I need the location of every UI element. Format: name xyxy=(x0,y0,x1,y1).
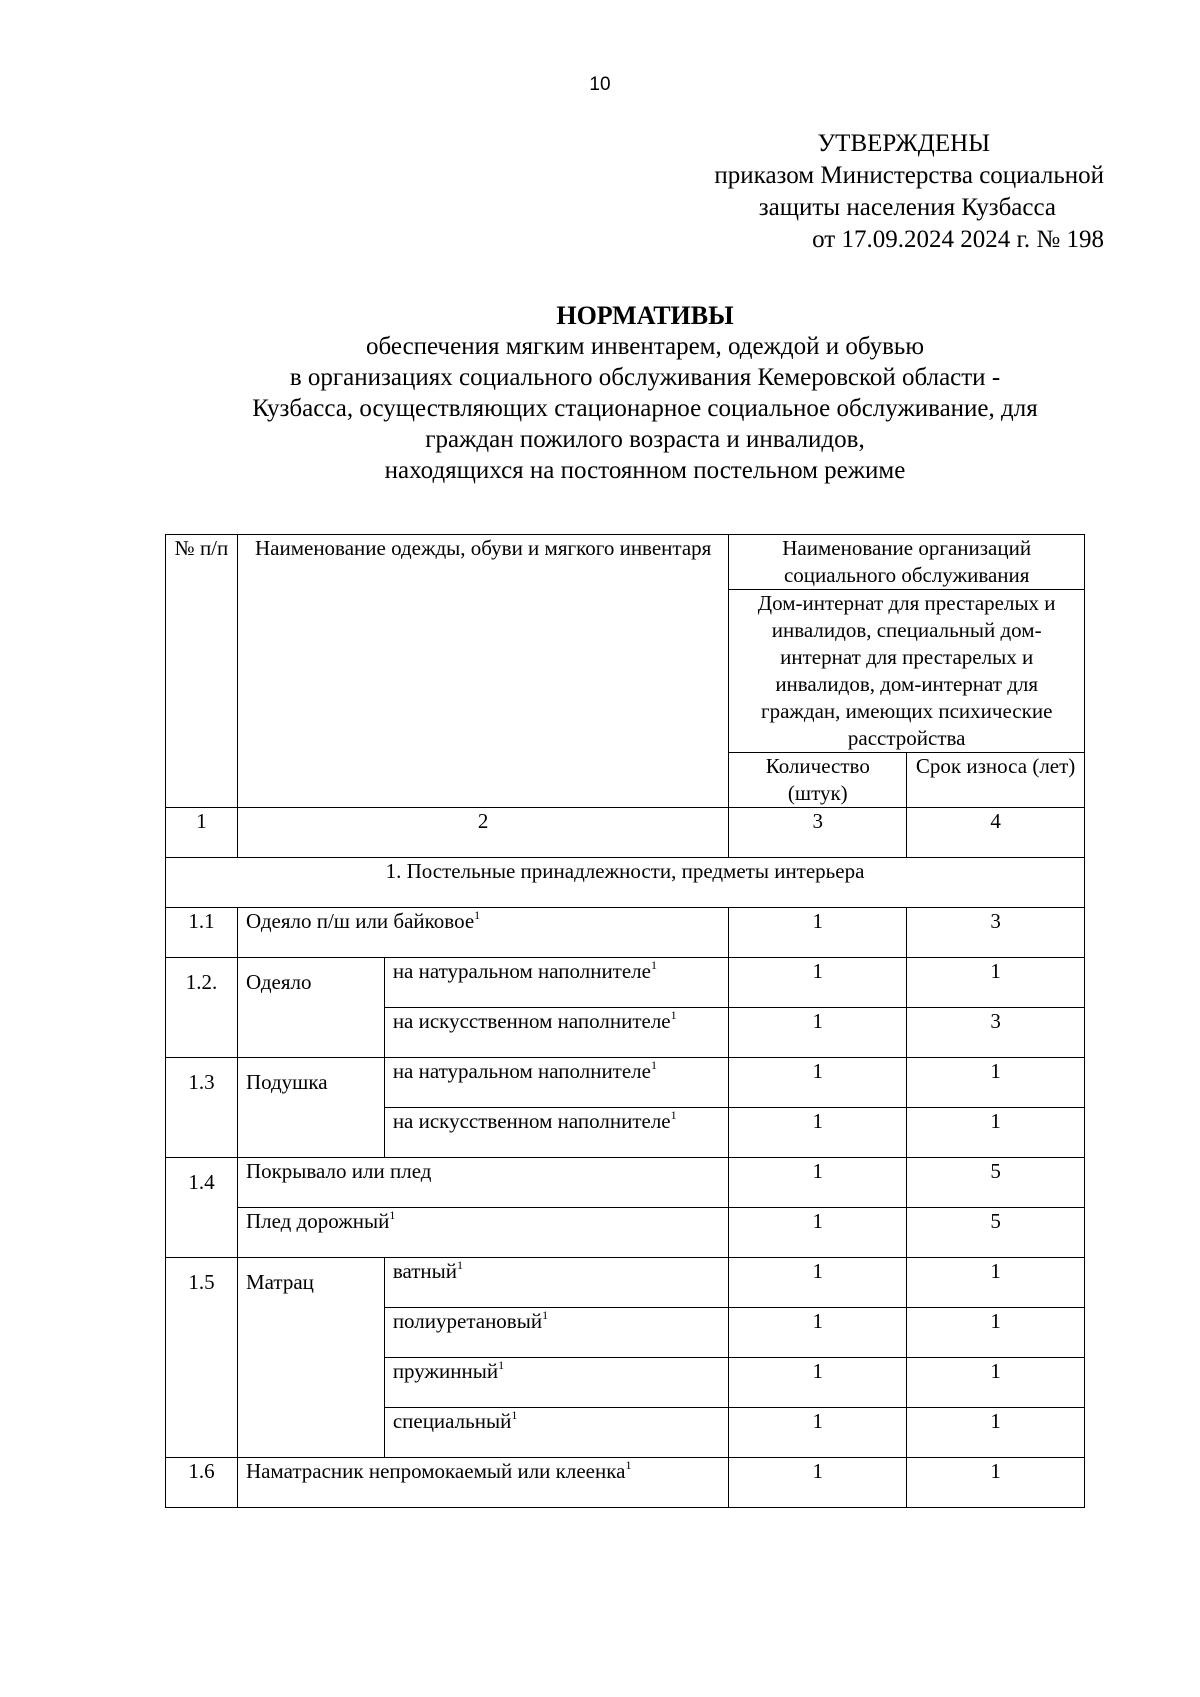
column-number: 1 xyxy=(166,808,238,858)
footnote-mark: 1 xyxy=(457,1258,463,1272)
qty-cell: 1 xyxy=(729,1308,907,1358)
term-cell: 3 xyxy=(907,1008,1085,1058)
footnote-mark: 1 xyxy=(650,1058,657,1072)
norms-table xyxy=(165,534,1085,1508)
item-name: Матрац xyxy=(237,1258,384,1458)
row-num: 1.5 xyxy=(166,1258,238,1458)
item-name: Одеяло п/ш или байковое$^1$ xyxy=(237,908,728,958)
footnote-mark: 1 xyxy=(670,1108,677,1122)
term-cell: 1 xyxy=(907,1358,1085,1408)
subtitle-line-4: граждан пожилого возраста и инвалидов, xyxy=(425,426,865,453)
header-org-type: Дом-интернат для престарелых и инвалидов, специальный дом-интернат для престарелых и инвалидов, дом-интернат для граждан, имеющих психические расстройства xyxy=(729,590,1085,753)
item-subtype: полиуретановый$^1$ xyxy=(384,1308,729,1358)
term-cell: 1 xyxy=(907,1108,1085,1158)
term-cell: 5 xyxy=(907,1158,1085,1208)
term-cell: 3 xyxy=(907,908,1085,958)
footnote-mark: 1 xyxy=(650,958,657,972)
term-cell: 1 xyxy=(907,1308,1085,1358)
item-subtype: на искусственном наполнителе$^1$ xyxy=(384,1108,729,1158)
column-number: 3 xyxy=(729,808,907,858)
approval-line-2: защиты населения Кузбасса xyxy=(758,194,1056,221)
item-subtype: специальный$^1$ xyxy=(384,1408,729,1458)
approval-stamp xyxy=(714,128,1104,256)
item-name: Одеяло xyxy=(237,958,384,1058)
qty-cell: 1 xyxy=(729,1158,907,1208)
row-num: 1.3 xyxy=(166,1058,238,1158)
header-num: № п/п xyxy=(166,535,238,808)
approval-line-1: приказом Министерства социальной xyxy=(714,162,1104,189)
row-num: 1.1 xyxy=(166,908,238,958)
footnote-mark: 1 xyxy=(474,908,481,922)
term-cell: 1 xyxy=(907,958,1085,1008)
footnote-mark: 1 xyxy=(511,1408,518,1422)
item-subtype: на натуральном наполнителе$^1$ xyxy=(384,958,729,1008)
qty-cell: 1 xyxy=(729,1258,907,1308)
column-number: 2 xyxy=(237,808,728,858)
table-row xyxy=(166,1458,1085,1508)
subtitle-line-5: находящихся на постоянном постельном режиме xyxy=(384,457,906,484)
table-row xyxy=(166,1208,1085,1258)
qty-cell: 1 xyxy=(729,1458,907,1508)
table-row xyxy=(166,1058,1085,1108)
document-heading xyxy=(150,300,1140,486)
qty-cell: 1 xyxy=(729,908,907,958)
header-wear-term: Срок износа (лет) xyxy=(907,753,1085,808)
document-title: НОРМАТИВЫ xyxy=(556,301,734,330)
item-subtype: ватный$^1$ xyxy=(384,1258,729,1308)
term-cell: 1 xyxy=(907,1408,1085,1458)
subtitle-line-1: обеспечения мягким инвентарем, одеждой и обувью xyxy=(365,333,925,360)
row-num: 1.4 xyxy=(166,1158,238,1258)
qty-cell: 1 xyxy=(729,1208,907,1258)
table-row xyxy=(166,1258,1085,1308)
footnote-mark: 1 xyxy=(542,1308,549,1322)
qty-cell: 1 xyxy=(729,1058,907,1108)
term-cell: 1 xyxy=(907,1258,1085,1308)
header-quantity: Количество (штук) xyxy=(729,753,907,808)
item-subtype: пружинный$^1$ xyxy=(384,1358,729,1408)
subtitle-line-2: в организациях социального обслуживания Кемеровской области - xyxy=(289,364,1001,391)
item-subtype: на натуральном наполнителе$^1$ xyxy=(384,1058,729,1108)
table-header-row xyxy=(166,535,1085,590)
page-number: 10 xyxy=(589,74,611,95)
term-cell: 1 xyxy=(907,1058,1085,1108)
row-num: 1.2. xyxy=(166,958,238,1058)
item-name: Наматрасник непромокаемый или клеенка$^1$ xyxy=(237,1458,728,1508)
item-subtype: на искусственном наполнителе$^1$ xyxy=(384,1008,729,1058)
footnote-mark: 1 xyxy=(670,1008,677,1022)
qty-cell: 1 xyxy=(729,1358,907,1408)
row-num: 1.6 xyxy=(166,1458,238,1508)
column-number: 4 xyxy=(907,808,1085,858)
term-cell: 1 xyxy=(907,1458,1085,1508)
table-row xyxy=(166,908,1085,958)
footnote-mark: 1 xyxy=(389,1208,396,1222)
section-row xyxy=(166,858,1085,908)
item-name: Подушка xyxy=(237,1058,384,1158)
qty-cell: 1 xyxy=(729,1408,907,1458)
footnote-mark: 1 xyxy=(625,1458,632,1472)
approval-title: УТВЕРЖДЕНЫ xyxy=(817,130,990,157)
footnote-mark: 1 xyxy=(498,1358,505,1372)
item-name: Покрывало или плед xyxy=(237,1158,728,1208)
section-title: 1. Постельные принадлежности, предметы интерьера xyxy=(166,858,1085,908)
item-name: Плед дорожный$^1$ xyxy=(237,1208,728,1258)
qty-cell: 1 xyxy=(729,958,907,1008)
column-numbers-row xyxy=(166,808,1085,858)
term-cell: 5 xyxy=(907,1208,1085,1258)
qty-cell: 1 xyxy=(729,1108,907,1158)
qty-cell: 1 xyxy=(729,1008,907,1058)
header-org: Наименование организаций социального обслуживания xyxy=(729,535,1085,590)
subtitle-line-3: Кузбасса, осуществляющих стационарное социальное обслуживание, для xyxy=(252,395,1038,422)
header-item-name: Наименование одежды, обуви и мягкого инвентаря xyxy=(237,535,728,808)
table-row xyxy=(166,958,1085,1008)
table-row xyxy=(166,1158,1085,1208)
approval-line-3: от 17.09.2024 2024 г. № 198 xyxy=(812,226,1104,253)
